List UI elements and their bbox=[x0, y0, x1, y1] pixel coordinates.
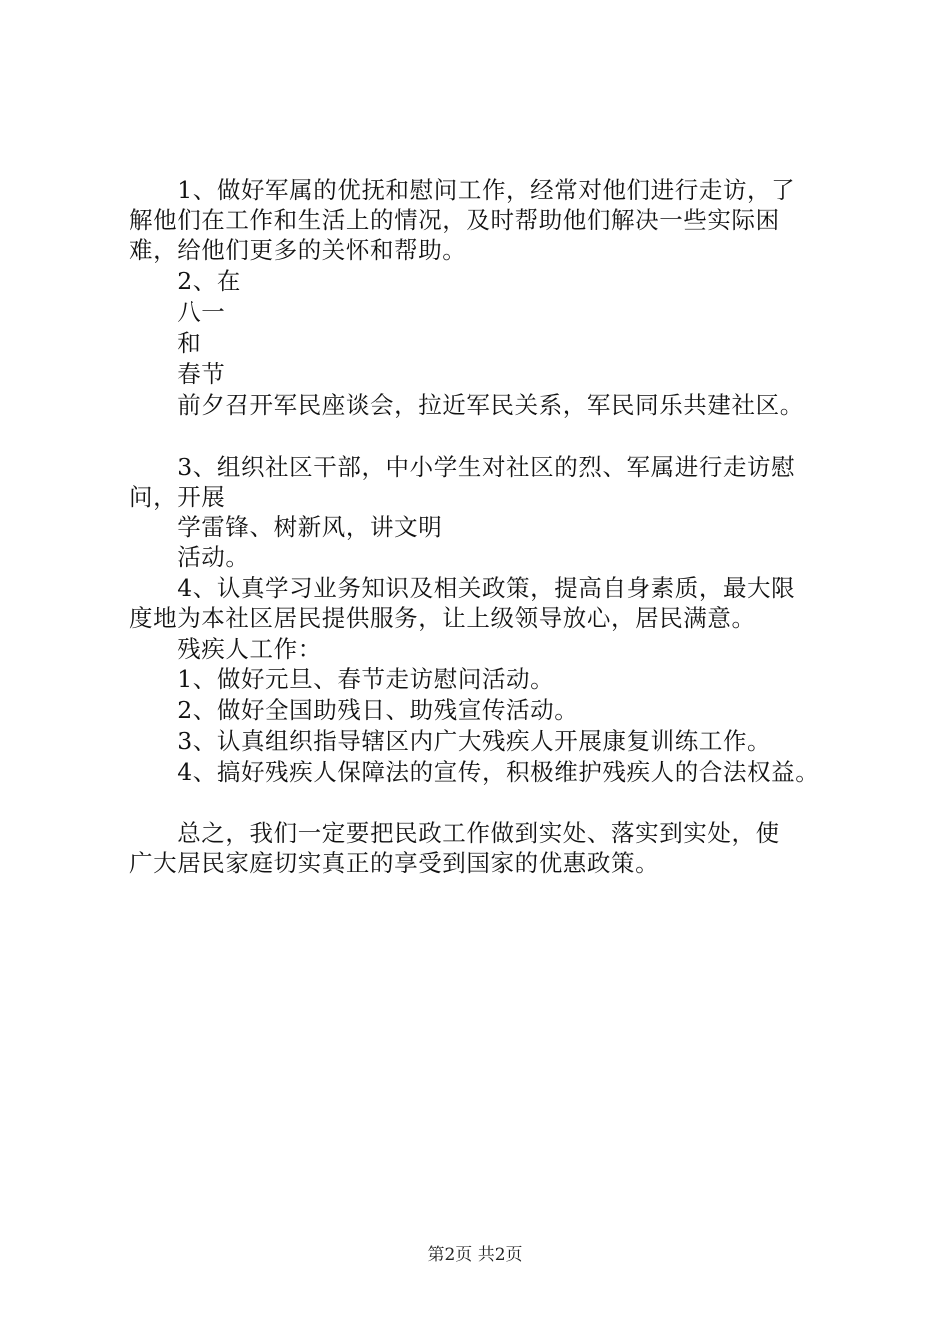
paragraph-line: 八一 bbox=[129, 298, 226, 326]
paragraph-line: 问，开展 bbox=[129, 483, 226, 511]
paragraph-line: 1、做好军属的优抚和慰问工作，经常对他们进行走访，了 bbox=[129, 176, 796, 204]
paragraph-line: 4、搞好残疾人保障法的宣传，积极维护残疾人的合法权益。 bbox=[129, 758, 820, 786]
paragraph-line: 广大居民家庭切实真正的享受到国家的优惠政策。 bbox=[129, 849, 660, 877]
paragraph-line: 总之，我们一定要把民政工作做到实处、落实到实处，使 bbox=[129, 819, 780, 847]
paragraph-line: 活动。 bbox=[129, 543, 250, 571]
paragraph-line: 和 bbox=[129, 329, 202, 357]
section-heading: 残疾人工作： bbox=[129, 635, 322, 663]
paragraph-line: 1、做好元旦、春节走访慰问活动。 bbox=[129, 665, 555, 693]
paragraph-line: 3、认真组织指导辖区内广大残疾人开展康复训练工作。 bbox=[129, 727, 772, 755]
paragraph-line: 学雷锋、树新风，讲文明 bbox=[129, 513, 443, 541]
paragraph-line: 春节 bbox=[129, 360, 226, 388]
paragraph-line: 解他们在工作和生活上的情况，及时帮助他们解决一些实际困 bbox=[129, 206, 780, 234]
paragraph-line: 度地为本社区居民提供服务，让上级领导放心，居民满意。 bbox=[129, 604, 756, 632]
paragraph-line: 3、组织社区干部，中小学生对社区的烈、军属进行走访慰 bbox=[129, 453, 796, 481]
paragraph-line: 难，给他们更多的关怀和帮助。 bbox=[129, 236, 467, 264]
paragraph-line: 4、认真学习业务知识及相关政策，提高自身素质，最大限 bbox=[129, 574, 796, 602]
paragraph-line: 2、在 bbox=[129, 267, 241, 295]
paragraph-line: 2、做好全国助残日、助残宣传活动。 bbox=[129, 696, 579, 724]
page-number-footer: 第2页 共2页 bbox=[427, 1245, 523, 1265]
paragraph-line: 前夕召开军民座谈会，拉近军民关系，军民同乐共建社区。 bbox=[129, 391, 804, 419]
